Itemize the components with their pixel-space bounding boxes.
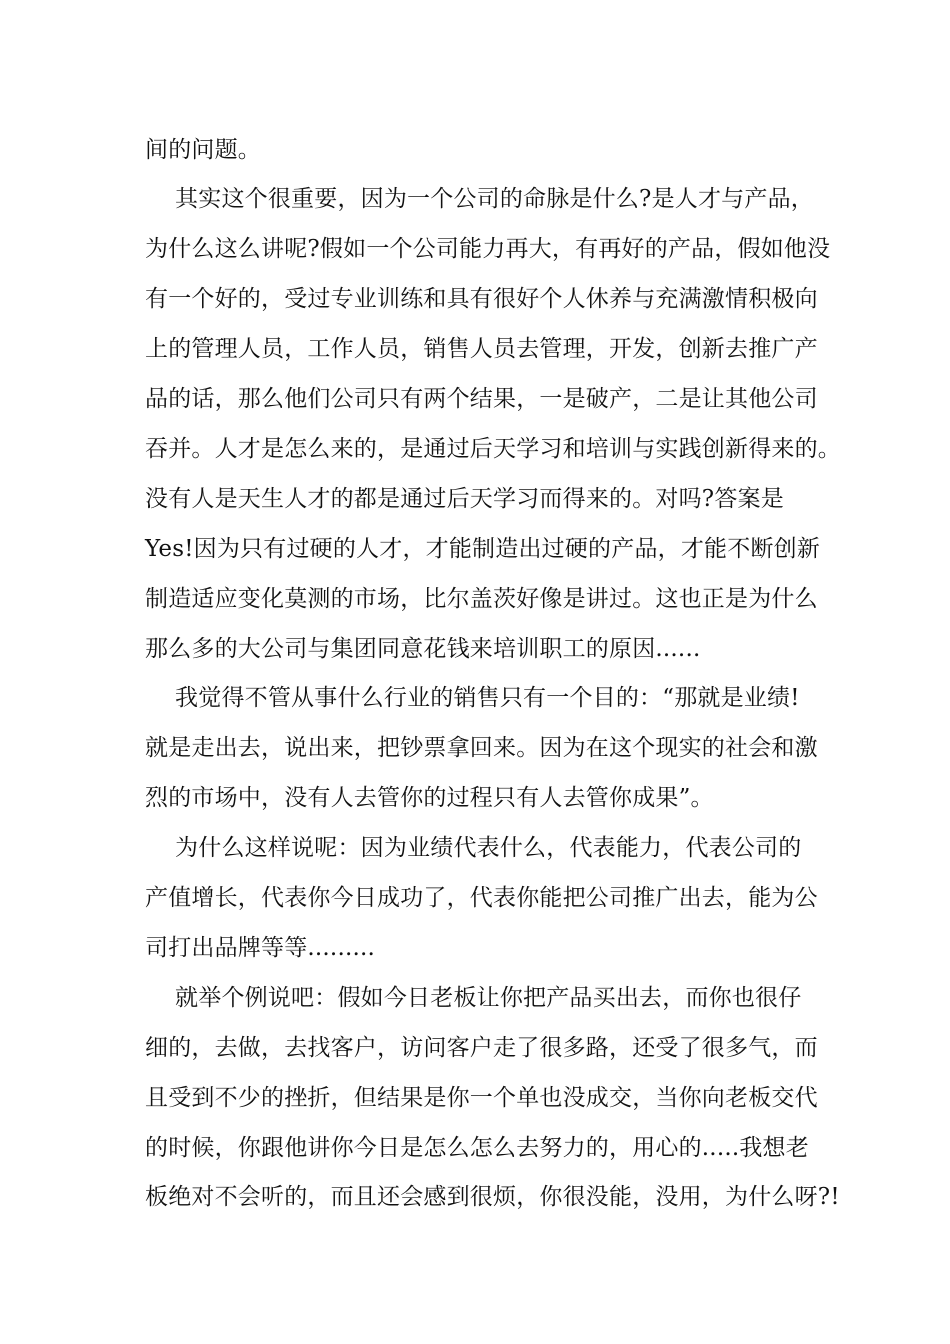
text-line: 司打出品牌等等......... bbox=[145, 935, 375, 961]
text-line: 且受到不少的挫折，但结果是你一个单也没成交，当你向老板交代 bbox=[145, 1085, 818, 1111]
text-line: 细的，去做，去找客户，访问客户走了很多路，还受了很多气，而 bbox=[145, 1035, 818, 1061]
text-line: 烈的市场中，没有人去管你的过程只有人去管你成果”。 bbox=[145, 785, 714, 811]
text-line: 有一个好的，受过专业训练和具有很好个人休养与充满激情积极向 bbox=[145, 286, 818, 312]
text-line: 上的管理人员，工作人员，销售人员去管理，开发，创新去推广产 bbox=[145, 336, 818, 362]
text-line: 就是走出去，说出来，把钞票拿回来。因为在这个现实的社会和激 bbox=[145, 735, 818, 761]
text-line: 间的问题。 bbox=[145, 137, 261, 163]
text-line: 品的话，那么他们公司只有两个结果，一是破产，二是让其他公司 bbox=[145, 386, 818, 412]
text-line: 为什么这样说呢：因为业绩代表什么，代表能力，代表公司的 bbox=[145, 835, 802, 861]
text-line: 就举个例说吧：假如今日老板让你把产品买出去，而你也很仔 bbox=[145, 985, 802, 1011]
text-line: 我觉得不管从事什么行业的销售只有一个目的：“那就是业绩! bbox=[145, 685, 800, 711]
text-line: 板绝对不会听的，而且还会感到很烦，你很没能，没用，为什么呀?! bbox=[145, 1184, 840, 1210]
text-line: 那么多的大公司与集团同意花钱来培训职工的原因...... bbox=[145, 636, 701, 662]
text-line: 其实这个很重要，因为一个公司的命脉是什么?是人才与产品， bbox=[145, 186, 814, 212]
text-line: Yes!因为只有过硬的人才，才能制造出过硬的产品，才能不断创新 bbox=[145, 536, 821, 562]
text-line: 的时候，你跟他讲你今日是怎么怎么去努力的，用心的.....我想老 bbox=[145, 1135, 809, 1161]
text-line: 为什么这么讲呢?假如一个公司能力再大，有再好的产品，假如他没 bbox=[145, 236, 831, 262]
text-line: 产值增长，代表你今日成功了，代表你能把公司推广出去，能为公 bbox=[145, 885, 818, 911]
text-line: 吞并。人才是怎么来的，是通过后天学习和培训与实践创新得来的。 bbox=[145, 436, 841, 462]
text-line: 制造适应变化莫测的市场，比尔盖茨好像是讲过。这也正是为什么 bbox=[145, 586, 818, 612]
text-line: 没有人是天生人才的都是通过后天学习而得来的。对吗?答案是 bbox=[145, 486, 784, 512]
